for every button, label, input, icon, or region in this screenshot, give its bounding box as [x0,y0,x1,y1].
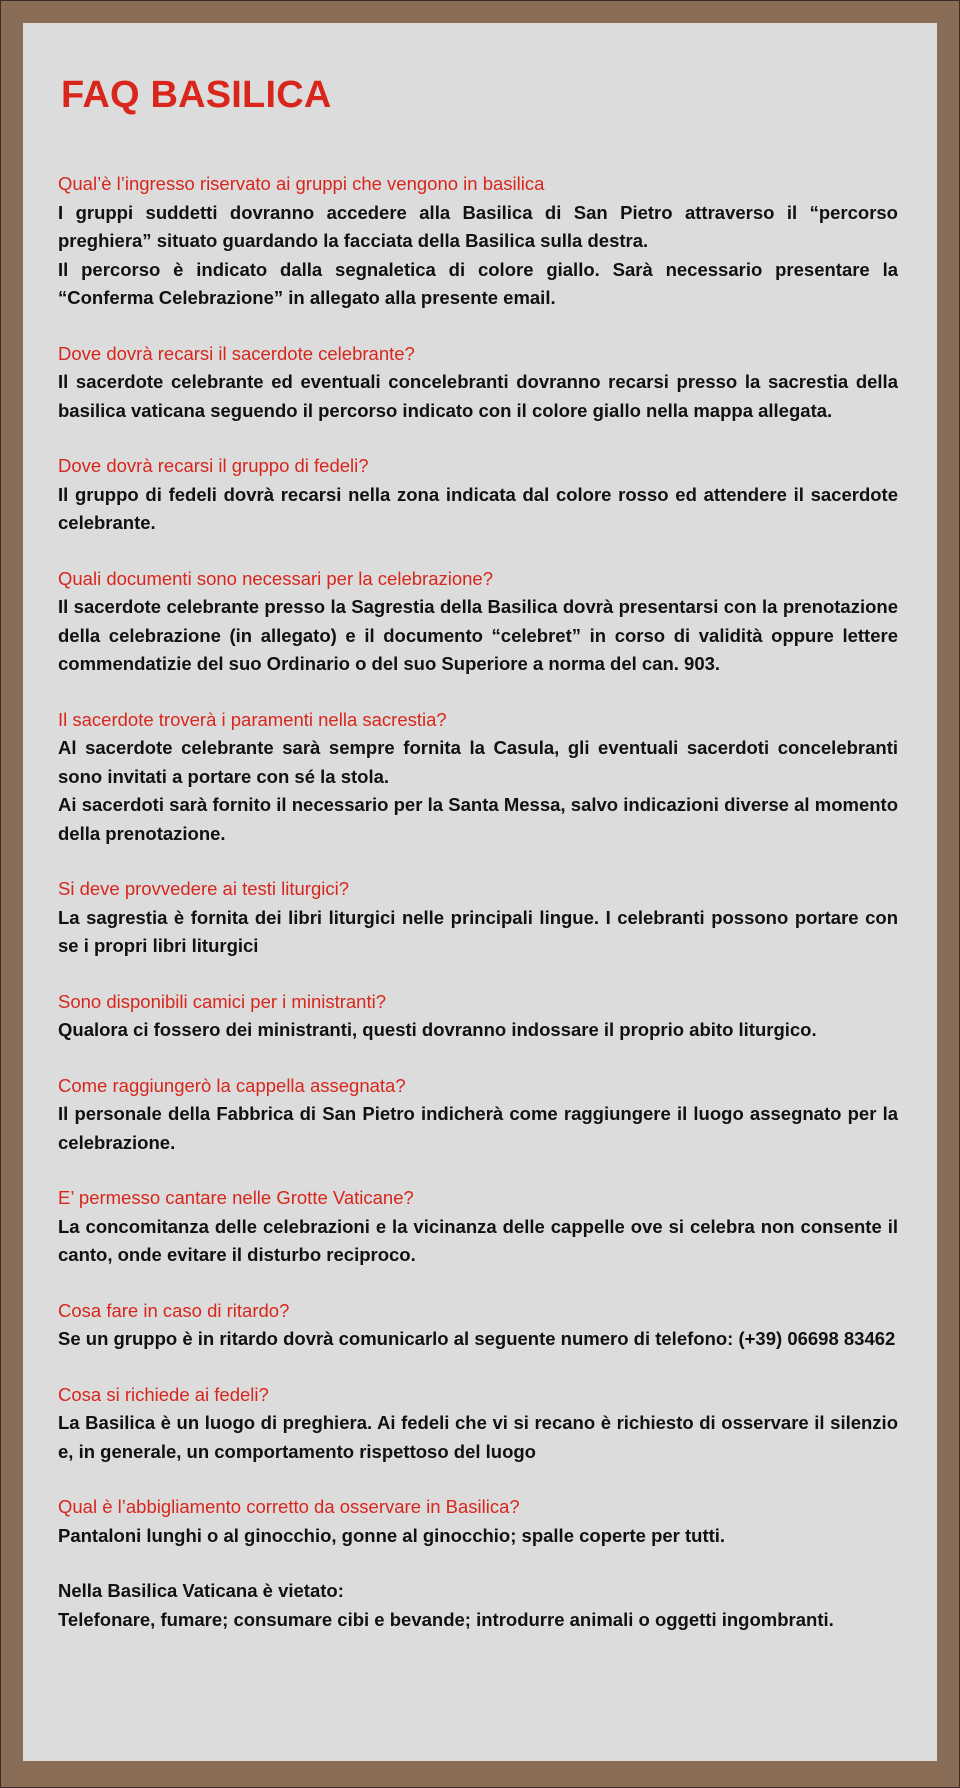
page-title: FAQ BASILICA [61,74,332,116]
faq-question: Dove dovrà recarsi il gruppo di fedeli? [58,455,369,476]
faq-question: Il sacerdote troverà i paramenti nella sacrestia? [58,708,447,730]
faq-question: Qual è l’abbigliamento corretto da osservare in Basilica? [58,1496,520,1517]
faq-answer: La sagrestia è fornita dei libri liturgici nelle principali lingue. I celebranti possono portare con se i propri libri liturgici [58,906,898,956]
faq-answer: La concomitanza delle celebrazioni e la vicinanza delle cappelle ove si celebra non consente il canto, onde evitare il disturbo reciproco. [58,1215,898,1265]
faq-answer: Pantaloni lunghi o al ginocchio, gonne al ginocchio; spalle coperte per tutti. [58,1524,726,1546]
faq-answer: Il sacerdote celebrante ed eventuali concelebranti dovranno recarsi presso la sacrestia della basilica vaticana seguendo il percorso indicato con il colore giallo nella mappa allegata. [58,371,898,421]
faq-question: Qual’è l’ingresso riservato ai gruppi che vengono in basilica [58,173,545,194]
prohibited-text: Telefonare, fumare; consumare cibi e bevande; introdurre animali o oggetti ingombranti. [58,1608,834,1630]
faq-question: Quali documenti sono necessari per la celebrazione? [58,567,494,589]
faq-item [58,565,898,679]
faq-item [58,706,898,849]
faq-question: E’ permesso cantare nelle Grotte Vaticane? [58,1187,414,1208]
faq-answer: I gruppi suddetti dovranno accedere alla Basilica di San Pietro attraverso il “percorso preghiera” situato guardando la facciata della Basilica sulla destra. [58,201,898,251]
faq-question: Sono disponibili camici per i ministranti? [58,990,387,1012]
faq-item [58,170,898,313]
faq-list [58,170,898,1661]
faq-item [58,452,898,538]
faq-answer: Il percorso è indicato dalla segnaletica di colore giallo. Sarà necessario presentare la “Conferma Celebrazione” in allegato alla presente email. [58,258,898,308]
faq-item [58,340,898,426]
faq-item [58,988,898,1045]
faq-question: Cosa fare in caso di ritardo? [58,1299,290,1321]
faq-answer: Il personale della Fabbrica di San Pietro indicherà come raggiungere il luogo assegnato per la celebrazione. [58,1103,898,1153]
faq-item [58,1184,898,1270]
faq-answer: Il sacerdote celebrante presso la Sagrestia della Basilica dovrà presentarsi con la prenotazione della celebrazione (in allegato) e il documento “celebret” in corso di validità oppure lettere commendatizie del suo Ordinario o del suo Superiore a norma del can. 903. [58,596,898,674]
faq-answer: Qualora ci fossero dei ministranti, questi dovranno indossare il proprio abito liturgico. [58,1019,817,1040]
faq-answer: Se un gruppo è in ritardo dovrà comunicarlo al seguente numero di telefono: (+39) 06698 83462 [58,1328,896,1349]
faq-question: Come raggiungerò la cappella assegnata? [58,1074,406,1096]
faq-question: Dove dovrà recarsi il sacerdote celebrante? [58,342,415,364]
faq-item [58,1493,898,1550]
faq-item [58,1297,898,1354]
prohibited-section [58,1577,898,1634]
faq-question: Si deve provvedere ai testi liturgici? [58,878,350,899]
faq-answer: Ai sacerdoti sarà fornito il necessario per la Santa Messa, salvo indicazioni diverse al momento della prenotazione. [58,794,898,844]
faq-answer: Il gruppo di fedeli dovrà recarsi nella zona indicata dal colore rosso ed attendere il sacerdote celebrante. [58,483,898,533]
faq-answer: Al sacerdote celebrante sarà sempre fornita la Casula, gli eventuali sacerdoti concelebranti sono invitati a portare con sé la stola. [58,737,898,787]
prohibited-heading: Nella Basilica Vaticana è vietato: [58,1580,344,1601]
faq-item [58,875,898,961]
faq-answer: La Basilica è un luogo di preghiera. Ai fedeli che vi si recano è richiesto di osservare il silenzio e, in generale, un comportamento rispettoso del luogo [58,1412,898,1462]
faq-item [58,1072,898,1158]
faq-item [58,1381,898,1467]
faq-question: Cosa si richiede ai fedeli? [58,1383,269,1405]
